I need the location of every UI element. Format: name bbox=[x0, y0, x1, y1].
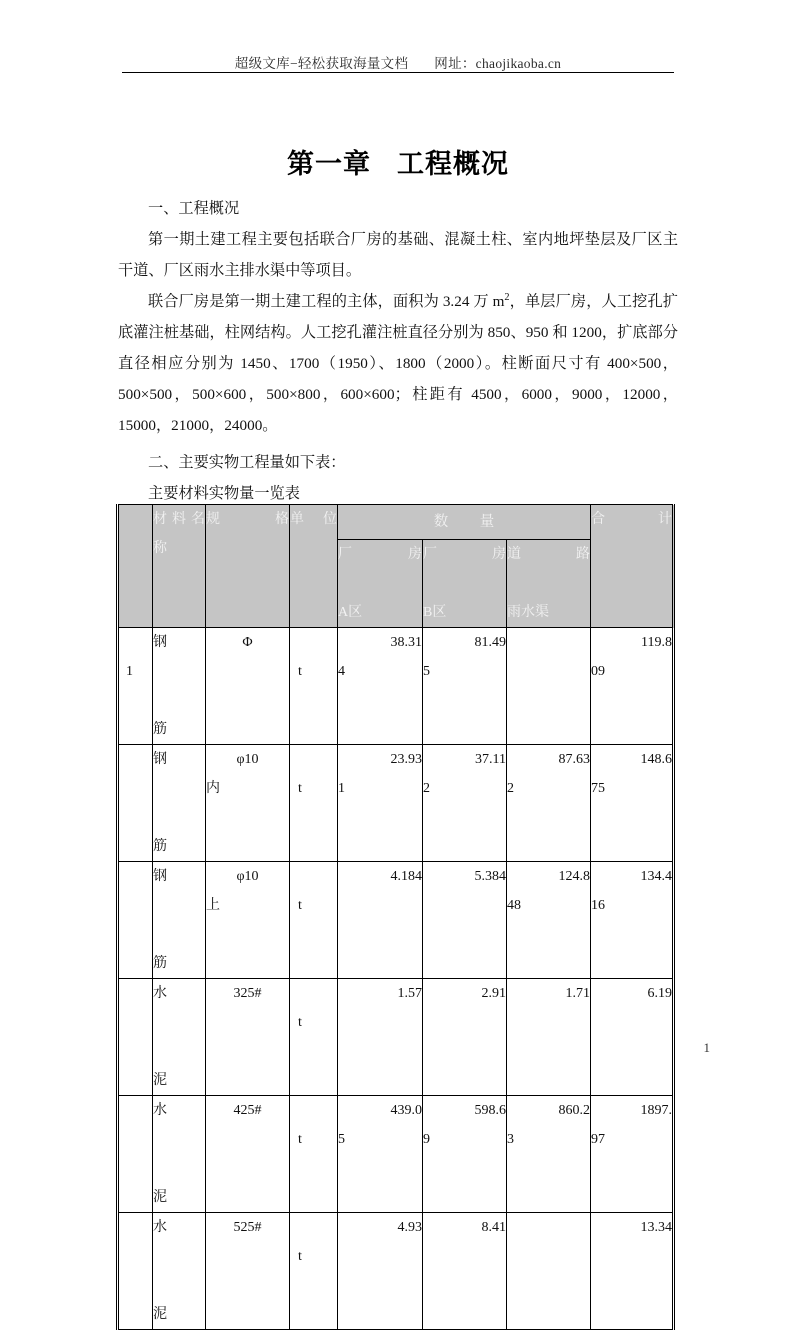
table-row bbox=[118, 1213, 674, 1330]
qty-road-cell: 124.8 48 bbox=[507, 862, 591, 979]
header-quantity-group: 数 量 bbox=[338, 505, 591, 540]
spec-cell: 325# bbox=[206, 979, 290, 1096]
page-title bbox=[122, 142, 674, 181]
spec-cell: 425# bbox=[206, 1096, 290, 1213]
table-row bbox=[118, 979, 674, 1096]
table-row bbox=[118, 862, 674, 979]
table-body bbox=[118, 628, 674, 1330]
qty-factory-b-cell: 5.384 bbox=[423, 862, 507, 979]
qty-road-cell bbox=[507, 628, 591, 745]
material-quantity-table-wrap bbox=[116, 504, 672, 1330]
unit-cell: t bbox=[290, 1096, 338, 1213]
page-number: 1 bbox=[703, 1040, 710, 1055]
row-index: 1 bbox=[118, 628, 153, 745]
qty-factory-b-cell: 81.49 5 bbox=[423, 628, 507, 745]
spec-cell: 525# bbox=[206, 1213, 290, 1330]
chapter-number: 第一章 bbox=[287, 149, 371, 181]
unit-cell: t bbox=[290, 1213, 338, 1330]
total-cell: 148.6 75 bbox=[591, 745, 674, 862]
row-index bbox=[118, 1213, 153, 1330]
chapter-name: 工程概况 bbox=[397, 149, 509, 181]
material-name-cell: 水 泥 bbox=[153, 1213, 206, 1330]
qty-road-cell bbox=[507, 1213, 591, 1330]
table-row bbox=[118, 745, 674, 862]
qty-factory-b-cell: 598.6 9 bbox=[423, 1096, 507, 1213]
row-index bbox=[118, 979, 153, 1096]
qty-road-cell: 1.71 bbox=[507, 979, 591, 1096]
running-header bbox=[122, 52, 674, 72]
total-cell: 134.4 16 bbox=[591, 862, 674, 979]
header-material-name: 材料名称 bbox=[153, 505, 206, 628]
unit-cell: t bbox=[290, 979, 338, 1096]
section-two-block bbox=[118, 447, 678, 509]
material-name-cell: 水 泥 bbox=[153, 1096, 206, 1213]
table-header-row-1 bbox=[118, 505, 674, 540]
header-index bbox=[118, 505, 153, 628]
paragraph-2-part-a: 联合厂房是第一期土建工程的主体，面积为 3.24 万 m bbox=[148, 293, 505, 310]
qty-factory-b-cell: 8.41 bbox=[423, 1213, 507, 1330]
square-meter-superscript: 2 bbox=[504, 291, 510, 303]
header-factory-b: 厂房 B区 bbox=[423, 540, 507, 628]
qty-factory-b-cell: 2.91 bbox=[423, 979, 507, 1096]
total-cell: 13.34 bbox=[591, 1213, 674, 1330]
material-name-cell: 水 泥 bbox=[153, 979, 206, 1096]
unit-cell: t bbox=[290, 862, 338, 979]
qty-factory-a-cell: 4.184 bbox=[338, 862, 423, 979]
qty-road-cell: 860.2 3 bbox=[507, 1096, 591, 1213]
table-row bbox=[118, 628, 674, 745]
header-divider-rule bbox=[122, 72, 674, 73]
row-index bbox=[118, 1096, 153, 1213]
running-header-site: 超级文库−轻松获取海量文档 bbox=[234, 56, 409, 71]
spec-cell: φ10 内 bbox=[206, 745, 290, 862]
table-caption: 主要材料实物量一览表 bbox=[148, 485, 300, 502]
material-name-cell: 钢 筋 bbox=[153, 628, 206, 745]
material-name-cell: 钢 筋 bbox=[153, 862, 206, 979]
total-cell: 1897. 97 bbox=[591, 1096, 674, 1213]
paragraph-2-part-b: ，单层厂房，人工挖孔扩底灌注桩基础，柱网结构。人工挖孔灌注桩直径分别为 850、950 和 1200，扩底部分直径相应分别为 1450、1700（1950）、1800（2000）。柱断面尺寸有 400×500，500×500，500×600，500×800，600×600；柱距有 4500，6000，9000，12000，15000，21000，24000。 bbox=[118, 293, 678, 434]
table-header bbox=[118, 505, 674, 628]
header-total: 合计 bbox=[591, 505, 674, 628]
qty-factory-a-cell: 4.93 bbox=[338, 1213, 423, 1330]
header-factory-a: 厂房 A区 bbox=[338, 540, 423, 628]
qty-factory-a-cell: 439.0 5 bbox=[338, 1096, 423, 1213]
qty-factory-a-cell: 1.57 bbox=[338, 979, 423, 1096]
qty-road-cell: 87.63 2 bbox=[507, 745, 591, 862]
section-one-heading: 一、工程概况 bbox=[148, 200, 240, 217]
spec-cell: φ10 上 bbox=[206, 862, 290, 979]
section-two-heading: 二、主要实物工程量如下表： bbox=[148, 454, 346, 471]
unit-cell: t bbox=[290, 745, 338, 862]
paragraph-2 bbox=[118, 286, 678, 441]
table-row bbox=[118, 1096, 674, 1213]
material-quantity-table bbox=[116, 504, 675, 1330]
unit-cell: t bbox=[290, 628, 338, 745]
row-index bbox=[118, 862, 153, 979]
qty-factory-a-cell: 23.93 1 bbox=[338, 745, 423, 862]
row-index bbox=[118, 745, 153, 862]
running-header-url: 网址：chaojikaoba.cn bbox=[434, 56, 562, 71]
material-name-cell: 钢 筋 bbox=[153, 745, 206, 862]
qty-factory-a-cell: 38.31 4 bbox=[338, 628, 423, 745]
header-road-drain: 道路 雨水渠 bbox=[507, 540, 591, 628]
qty-factory-b-cell: 37.11 2 bbox=[423, 745, 507, 862]
body-text-block bbox=[118, 193, 678, 441]
header-unit: 单位 bbox=[290, 505, 338, 628]
paragraph-1: 第一期土建工程主要包括联合厂房的基础、混凝土柱、室内地坪垫层及厂区主干道、厂区雨水主排水渠中等项目。 bbox=[118, 231, 678, 279]
header-spec: 规格 bbox=[206, 505, 290, 628]
total-cell: 119.8 09 bbox=[591, 628, 674, 745]
total-cell: 6.19 bbox=[591, 979, 674, 1096]
spec-cell: Φ bbox=[206, 628, 290, 745]
